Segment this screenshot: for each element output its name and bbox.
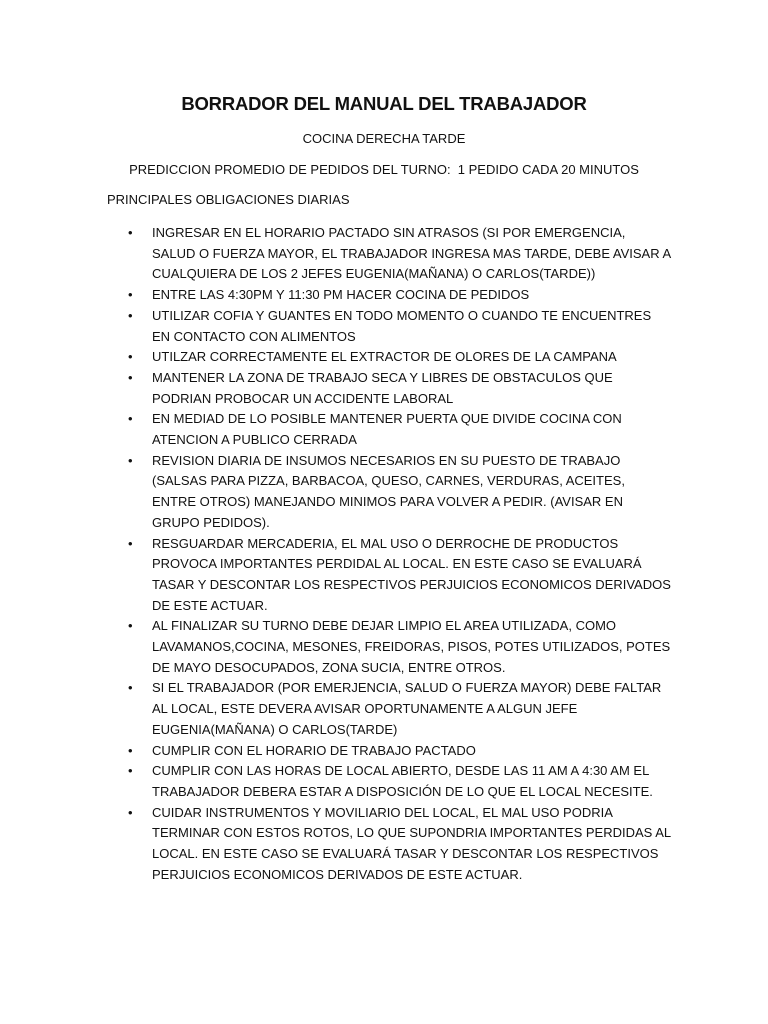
list-item-text: RESGUARDAR MERCADERIA, EL MAL USO O DERROCHE DE PRODUCTOS PROVOCA IMPORTANTES PERDIDAL AL LOCAL. EN ESTE CASO SE EVALUARÁ TASAR Y DESCONTAR LOS RESPECTIVOS PERJUICIOS ECONOMICOS DERIVADOS DE ESTE ACTUAR. [152, 535, 671, 613]
list-item [0, 347, 768, 368]
bullet-icon: • [128, 287, 133, 303]
list-item [0, 223, 768, 285]
order-prediction-line: PREDICCION PROMEDIO DE PEDIDOS DEL TURNO: 1 PEDIDO CADA 20 MINUTOS [129, 162, 639, 177]
bullet-icon: • [128, 411, 133, 427]
list-item-text: UTILIZAR COFIA Y GUANTES EN TODO MOMENTO O CUANDO TE ENCUENTRES EN CONTACTO CON ALIMENTOS [152, 307, 652, 344]
list-item [0, 678, 768, 740]
list-item [0, 803, 768, 886]
list-item-text: AL FINALIZAR SU TURNO DEBE DEJAR LIMPIO EL AREA UTILIZADA, COMO LAVAMANOS,COCINA, MESONES, FREIDORAS, PISOS, POTES UTILIZADOS, POTES DE MAYO DESOCUPADOS, ZONA SUCIA, ENTRE OTROS. [152, 618, 671, 675]
document-title: BORRADOR DEL MANUAL DEL TRABAJADOR [181, 93, 587, 114]
bullet-icon: • [128, 680, 133, 696]
section-heading: PRINCIPALES OBLIGACIONES DIARIAS [107, 192, 350, 207]
list-item [0, 451, 768, 534]
list-item [0, 534, 768, 617]
bullet-icon: • [128, 618, 133, 634]
list-item [0, 306, 768, 347]
bullet-icon: • [128, 763, 133, 779]
list-item-text: MANTENER LA ZONA DE TRABAJO SECA Y LIBRES DE OBSTACULOS QUE PODRIAN PROBOCAR UN ACCIDENTE LABORAL [152, 369, 613, 406]
bullet-icon: • [128, 535, 133, 551]
list-item [0, 761, 768, 802]
list-item-text: UTILZAR CORRECTAMENTE EL EXTRACTOR DE OLORES DE LA CAMPANA [152, 349, 617, 365]
list-item [0, 409, 768, 450]
bullet-icon: • [128, 307, 133, 323]
obligations-list [0, 223, 768, 886]
list-item-text: INGRESAR EN EL HORARIO PACTADO SIN ATRASOS (SI POR EMERGENCIA, SALUD O FUERZA MAYOR, EL TRABAJADOR INGRESA MAS TARDE, DEBE AVISAR A CUALQUIERA DE LOS 2 JEFES EUGENIA(MAÑANA) O CARLOS(TARDE)) [152, 225, 671, 282]
bullet-icon: • [128, 369, 133, 385]
list-item [0, 368, 768, 409]
bullet-icon: • [128, 349, 133, 365]
list-item-text: EN MEDIAD DE LO POSIBLE MANTENER PUERTA QUE DIVIDE COCINA CON ATENCION A PUBLICO CERRADA [152, 411, 622, 448]
list-item-text: CUMPLIR CON LAS HORAS DE LOCAL ABIERTO, DESDE LAS 11 AM A 4:30 AM EL TRABAJADOR DEBERA ESTAR A DISPOSICIÓN DE LO QUE EL LOCAL NECESITE. [152, 763, 653, 799]
list-item [0, 741, 768, 762]
list-item-text: ENTRE LAS 4:30PM Y 11:30 PM HACER COCINA DE PEDIDOS [152, 287, 530, 303]
list-item-text: CUIDAR INSTRUMENTOS Y MOVILIARIO DEL LOCAL, EL MAL USO PODRIA TERMINAR CON ESTOS ROTOS, LO QUE SUPONDRIA IMPORTANTES PERDIDAS AL LOCAL. EN ESTE CASO SE EVALUARÁ TASAR Y DESCONTAR LOS RESPECTIVOS PERJUICIOS ECONOMICOS DERIVADOS DE ESTE ACTUAR. [152, 804, 671, 882]
list-item-text: REVISION DIARIA DE INSUMOS NECESARIOS EN SU PUESTO DE TRABAJO (SALSAS PARA PIZZA, BARBACOA, QUESO, CARNES, VERDURAS, ACEITES, ENTRE OTROS) MANEJANDO MINIMOS PARA VOLVER A PEDIR. (AVISAR EN GRUPO PEDIDOS). [152, 452, 625, 530]
list-item [0, 616, 768, 678]
bullet-icon: • [128, 804, 133, 820]
list-item-text: CUMPLIR CON EL HORARIO DE TRABAJO PACTADO [152, 742, 476, 758]
document-subtitle: COCINA DERECHA TARDE [302, 131, 466, 146]
bullet-icon: • [128, 225, 133, 240]
bullet-icon: • [128, 452, 133, 468]
list-item-text: SI EL TRABAJADOR (POR EMERJENCIA, SALUD O FUERZA MAYOR) DEBE FALTAR AL LOCAL, ESTE DEVERA AVISAR OPORTUNAMENTE A ALGUN JEFE EUGENIA(MAÑANA) O CARLOS(TARDE) [152, 680, 662, 737]
bullet-icon: • [128, 742, 133, 758]
list-item [0, 285, 768, 306]
